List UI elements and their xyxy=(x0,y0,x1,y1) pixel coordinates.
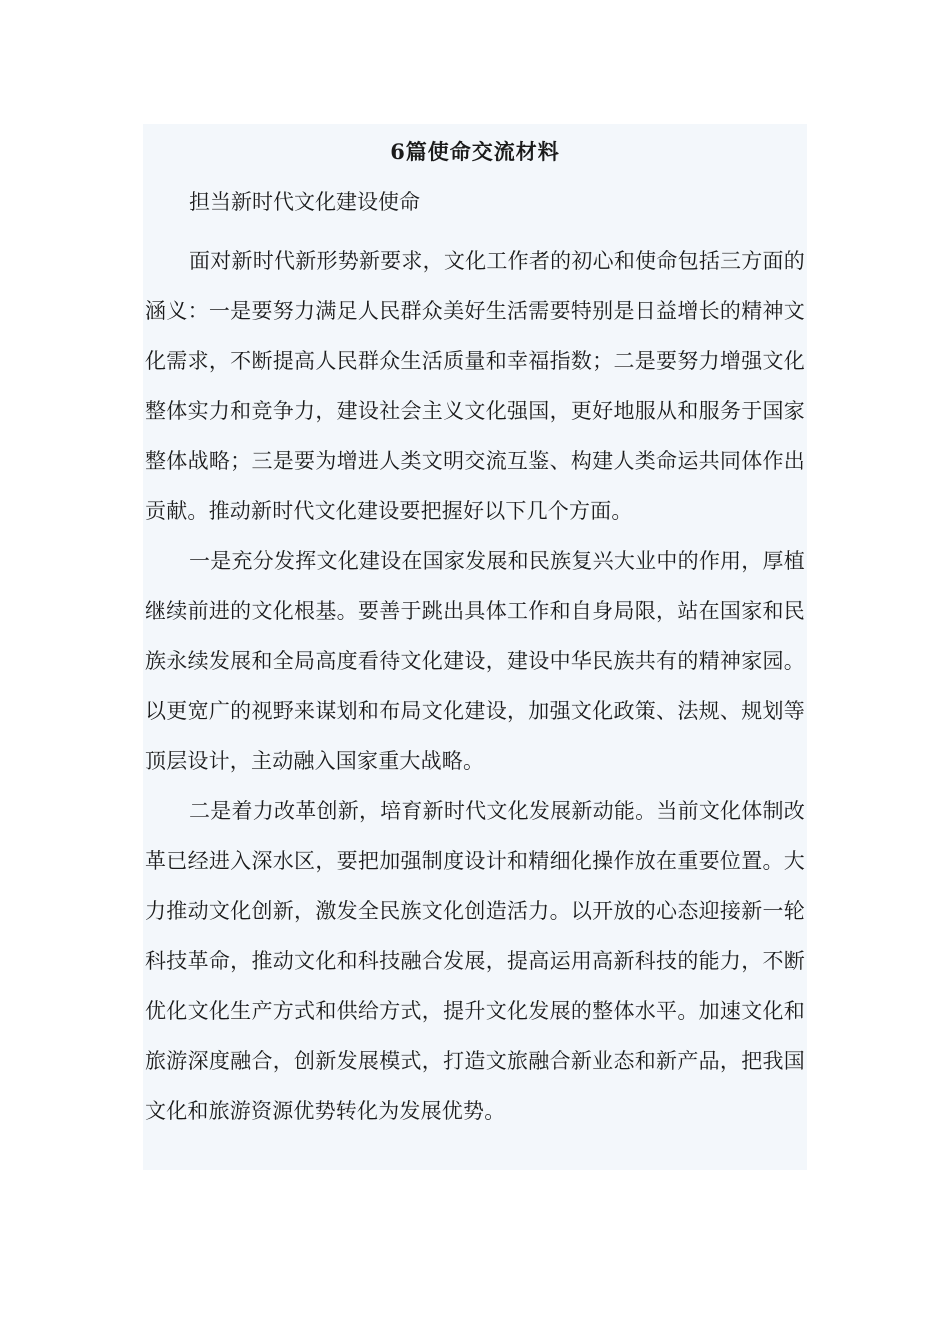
document-title: 6篇使命交流材料 xyxy=(390,139,560,164)
paragraph-3: 二是着力改革创新，培育新时代文化发展新动能。当前文化体制改革已经进入深水区，要把加强制度设计和精细化操作放在重要位置。大力推动文化创新，激发全民族文化创造活力。以开放的心态迎接新一轮科技革命，推动文化和科技融合发展，提高运用高新科技的能力，不断优化文化生产方式和供给方式，提升文化发展的整体水平。加速文化和旅游深度融合，创新发展模式，打造文旅融合新业态和新产品，把我国文化和旅游资源优势转化为发展优势。 xyxy=(145,799,805,1123)
document-body xyxy=(143,124,807,1170)
paragraph-2: 一是充分发挥文化建设在国家发展和民族复兴大业中的作用，厚植继续前进的文化根基。要善于跳出具体工作和自身局限，站在国家和民族永续发展和全局高度看待文化建设，建设中华民族共有的精神家园。以更宽广的视野来谋划和布局文化建设，加强文化政策、法规、规划等顶层设计，主动融入国家重大战略。 xyxy=(145,549,805,773)
section-heading: 担当新时代文化建设使命 xyxy=(189,190,420,214)
paragraph-1: 面对新时代新形势新要求，文化工作者的初心和使命包括三方面的涵义：一是要努力满足人民群众美好生活需要特别是日益增长的精神文化需求，不断提高人民群众生活质量和幸福指数；二是要努力增强文化整体实力和竞争力，建设社会主义文化强国，更好地服从和服务于国家整体战略；三是要为增进人类文明交流互鉴、构建人类命运共同体作出贡献。推动新时代文化建设要把握好以下几个方面。 xyxy=(145,249,805,523)
